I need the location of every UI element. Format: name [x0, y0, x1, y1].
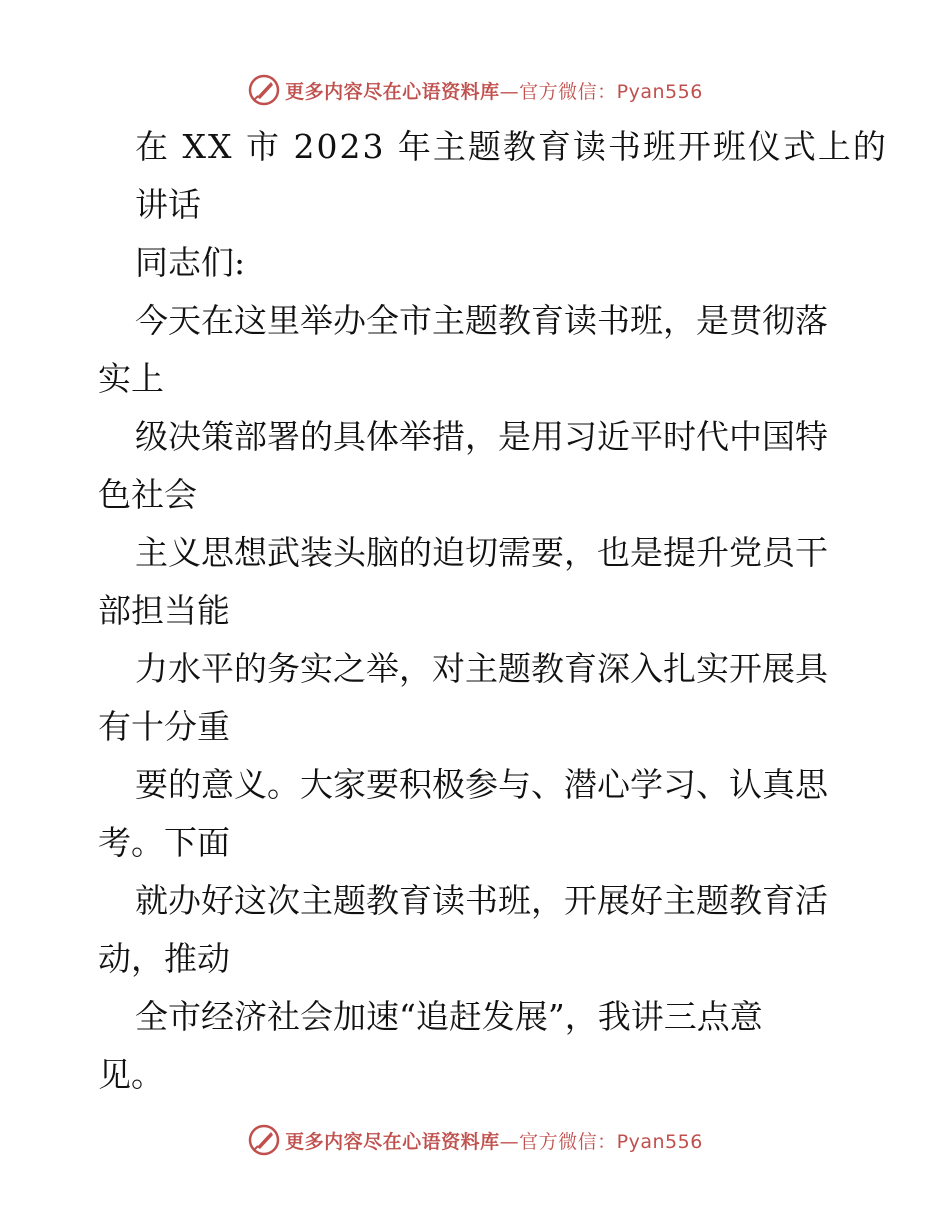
document-title-line-2: 讲话: [135, 185, 201, 224]
watermark-brand: 更多内容尽在心语资料库: [285, 80, 500, 103]
body-line: 全市经济社会加速“追赶发展”，我讲三点意: [135, 997, 763, 1036]
body-line: 有十分重: [98, 707, 230, 746]
body-line: 力水平的务实之举，对主题教育深入扎实开展具: [135, 649, 828, 688]
body-line: 考。下面: [98, 823, 230, 862]
watermark-text: [285, 1127, 703, 1154]
body-line: 部担当能: [98, 591, 230, 630]
body-line: 级决策部署的具体举措，是用习近平时代中国特: [135, 417, 828, 456]
salutation: 同志们:: [135, 243, 246, 282]
footer-watermark: [0, 1120, 950, 1160]
body-line: 实上: [98, 359, 164, 398]
watermark-contact: —官方微信：Pyan556: [499, 1130, 703, 1153]
watermark-brand: 更多内容尽在心语资料库: [285, 1130, 500, 1153]
watermark-contact: —官方微信：Pyan556: [499, 80, 703, 103]
body-line: 色社会: [98, 475, 197, 514]
quill-seal-icon: [247, 1123, 281, 1157]
body-line: 今天在这里举办全市主题教育读书班，是贯彻落: [135, 301, 828, 340]
body-line: 动，推动: [98, 939, 230, 978]
body-line: 要的意义。大家要积极参与、潜心学习、认真思: [135, 765, 828, 804]
body-line: 主义思想武装头脑的迫切需要，也是提升党员干: [135, 533, 828, 572]
document-title-line-1: 在 XX 市 2023 年主题教育读书班开班仪式上的: [135, 127, 888, 166]
body-line: 见。: [98, 1055, 164, 1094]
body-line: 就办好这次主题教育读书班，开展好主题教育活: [135, 881, 828, 920]
